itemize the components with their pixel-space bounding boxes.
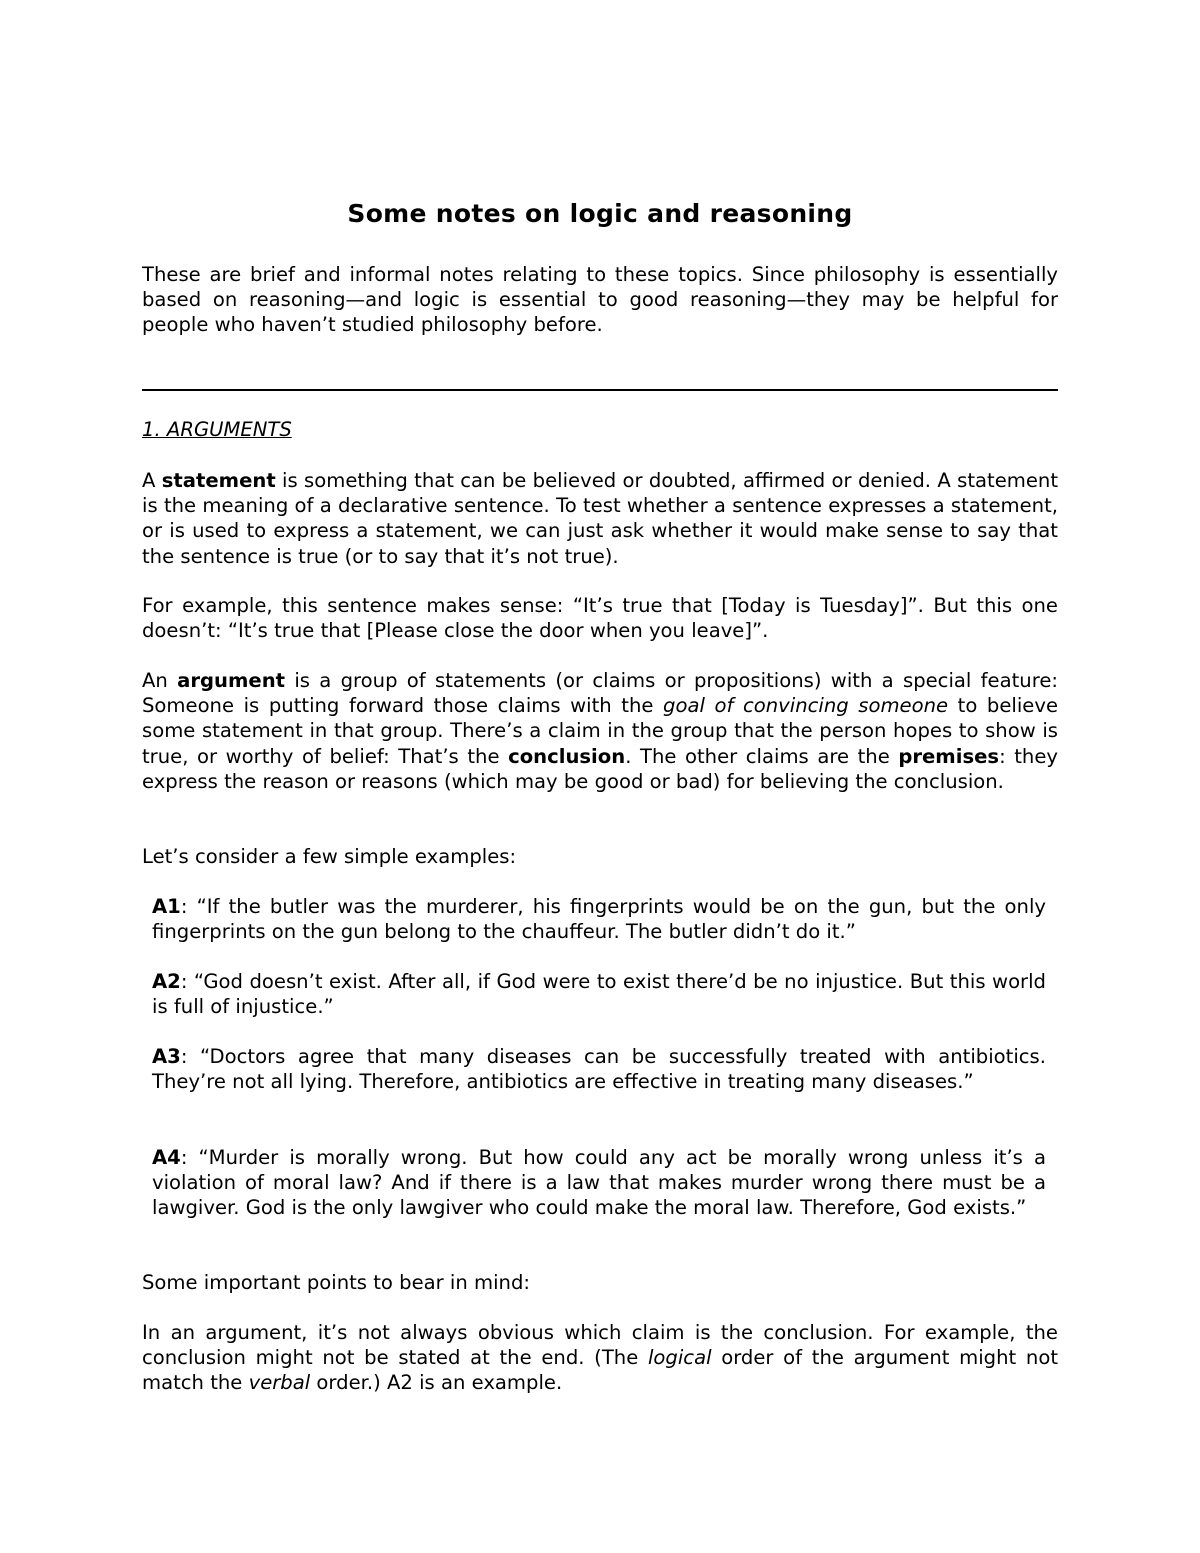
example-label: A2	[152, 970, 181, 993]
example-a3	[152, 1044, 1046, 1094]
term-conclusion: conclusion	[508, 744, 626, 768]
emphasis-goal: goal of convincing someone	[663, 694, 949, 718]
example-text: : “If the butler was the murderer, his fingerprints would be on the gun, but the only fingerprints on the gun belong to the chauffeur. The butler didn’t do it.”	[152, 895, 1046, 944]
example-text: : “Murder is morally wrong. But how could any act be morally wrong unless it’s a violation of moral law? And if there is a law that makes murder wrong there must be a lawgiver. God is the only lawgiver who could make the moral law. Therefore, God exists.”	[152, 1146, 1046, 1220]
example-a2	[152, 969, 1046, 1019]
section-heading: 1. ARGUMENTS	[142, 418, 292, 441]
term-argument: argument	[177, 669, 286, 692]
document-title: Some notes on logic and reasoning	[347, 199, 853, 228]
consider-paragraph: Let’s consider a few simple examples:	[142, 845, 517, 868]
statement-paragraph	[142, 468, 1058, 569]
example-label: A1	[152, 895, 181, 918]
argument-paragraph	[142, 668, 1058, 794]
text-run: is a group of statements (or claims or propositions) with a special feature: Someone is putting forward those claims with the	[142, 669, 1058, 718]
horizontal-rule	[142, 389, 1058, 391]
text-run: A	[142, 469, 162, 492]
text-run: order.) A2 is an example.	[310, 1371, 563, 1395]
text-run: : they express the reason or reasons (which may be good or bad) for believing the conclusion.	[142, 744, 1058, 793]
example-text: : “God doesn’t exist. After all, if God were to exist there’d be no injustice. But this world is full of injustice.”	[152, 970, 1046, 1019]
text-run: . The other claims are the	[625, 744, 899, 768]
example-paragraph: For example, this sentence makes sense: “It’s true that [Today is Tuesday]”. But this one doesn’t: “It’s true that [Please close the door when you leave]”.	[142, 594, 1058, 643]
term-premises: premises	[898, 744, 1000, 768]
example-label: A4	[152, 1146, 181, 1169]
emphasis-logical: logical	[647, 1346, 712, 1370]
example-label: A3	[152, 1045, 181, 1068]
text-run: An	[142, 669, 178, 692]
example-a1	[152, 894, 1046, 944]
text-run: to believe some statement in that group. There’s a claim in the group that the person hopes to show is true, or worthy of belief: That’s the	[142, 694, 1059, 768]
example-a4	[152, 1145, 1046, 1221]
example-text: : “Doctors agree that many diseases can be successfully treated with antibiotics. They’re not all lying. Therefore, antibiotics are effective in treating many diseases.”	[152, 1045, 1046, 1094]
text-run: order of the argument might not match the	[142, 1346, 1058, 1395]
text-run: is something that can be believed or doubted, affirmed or denied. A statement is the meaning of a declarative sentence. To test whether a sentence expresses a statement, or is used to express a statement, we can just ask whether it would make sense to say that the sentence is true (or to say that it’s not true).	[142, 469, 1058, 568]
emphasis-verbal: verbal	[248, 1371, 311, 1395]
points-paragraph: Some important points to bear in mind:	[142, 1271, 530, 1294]
conclusion-order-paragraph	[142, 1320, 1058, 1396]
text-run: In an argument, it’s not always obvious which claim is the conclusion. For example, the conclusion might not be stated at the end. (The	[142, 1321, 1058, 1370]
term-statement: statement	[161, 469, 276, 492]
intro-paragraph: These are brief and informal notes relating to these topics. Since philosophy is essentially based on reasoning—and logic is essential to good reasoning—they may be helpful for people who haven’t studied philosophy before.	[142, 263, 1058, 337]
